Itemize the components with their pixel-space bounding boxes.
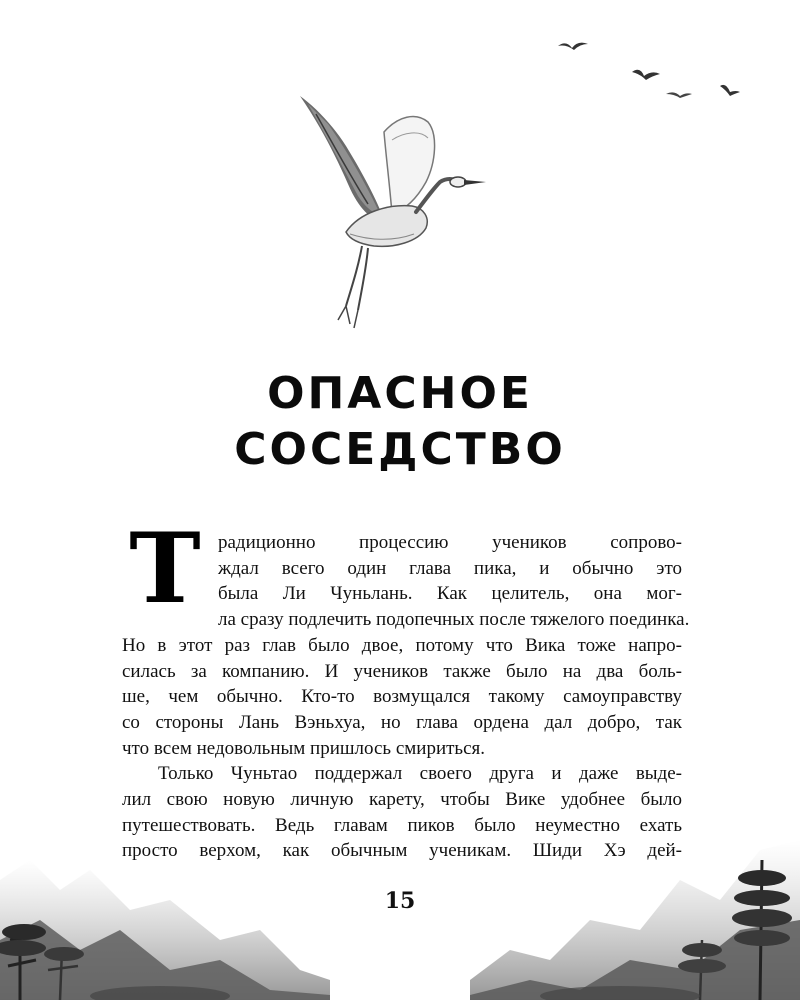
text-line: Но в этот раз глав было двое, потому что Вика тоже напро- — [122, 634, 682, 656]
bird-2 — [632, 70, 660, 80]
chapter-title-line-2: СОСЕДСТВО — [234, 424, 566, 475]
text-line: силась за компанию. И учеников также было на два боль- — [122, 660, 682, 682]
text-line: радиционно процессию учеников сопрово- — [218, 532, 682, 553]
text-line: просто верхом, как обычным ученикам. Шиди Хэ дей- — [122, 840, 682, 862]
text-line: со стороны Лань Вэньхуа, но глава ордена дал добро, так — [122, 711, 682, 733]
drop-cap: Т — [129, 512, 201, 625]
chapter-title — [0, 366, 800, 478]
page-number: 15 — [384, 888, 416, 914]
text-line: Только Чуньтао поддержал своего друга и даже выде- — [158, 763, 682, 785]
text-line: лил свою новую личную карету, чтобы Вике удобнее было — [122, 789, 682, 811]
text-line: путешествовать. Ведь главам пиков было неуместно ехать — [122, 814, 682, 836]
text-line: что всем недовольным пришлось смириться. — [122, 737, 486, 759]
bird-4 — [720, 85, 740, 96]
crane-beak — [464, 180, 486, 185]
text-line: ше, чем обычно. Кто-то возмущался такому самоуправству — [122, 686, 682, 708]
flying-birds-illustration — [548, 30, 748, 110]
bird-1 — [558, 43, 588, 50]
text-line: ждал всего один глава пика, и обычно это — [218, 557, 682, 579]
crane-illustration — [288, 92, 488, 332]
chapter-title-line-1: ОПАСНОЕ — [267, 368, 533, 419]
text-line: ла сразу подлечить подопечных после тяжелого поединка. — [218, 609, 690, 631]
crane-legs — [346, 246, 368, 310]
bird-3 — [666, 92, 692, 98]
crane-head — [450, 177, 466, 187]
body-text — [122, 512, 690, 864]
text-line: была Ли Чуньлань. Как целитель, она мог- — [218, 583, 682, 605]
